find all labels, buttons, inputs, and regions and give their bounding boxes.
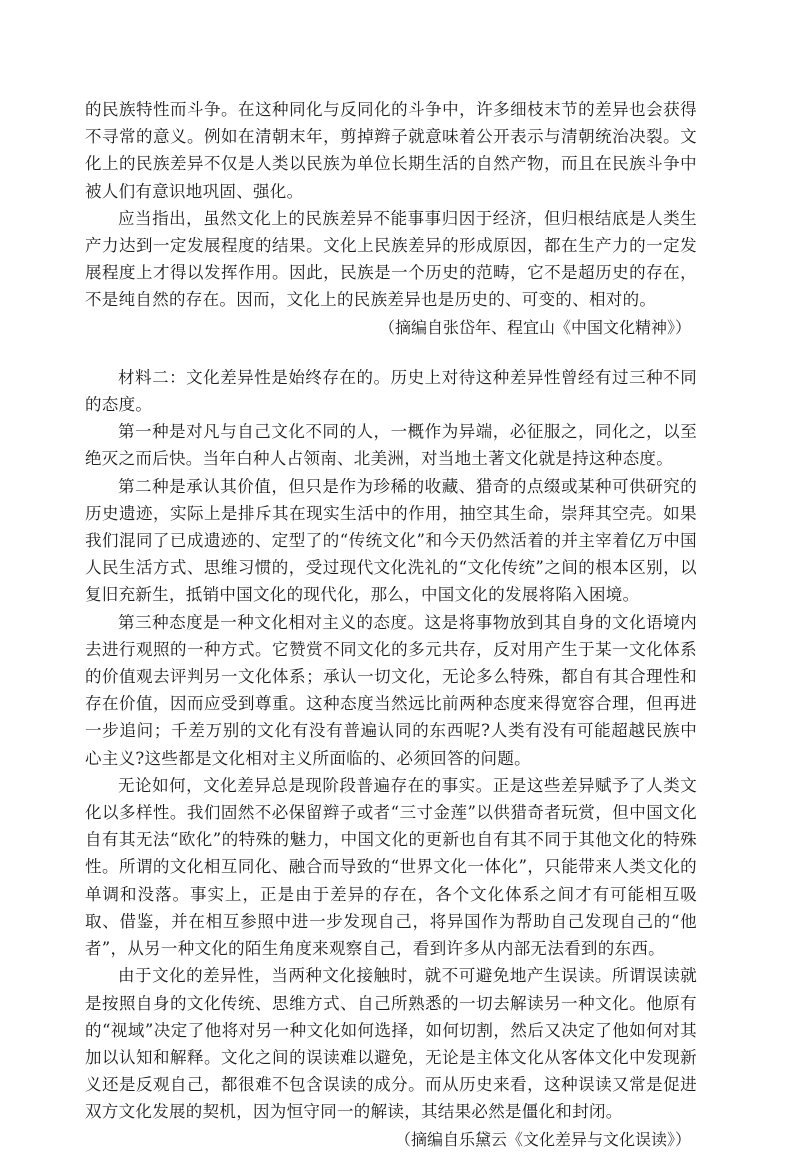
material-one-source: （摘编自张岱年、程宜山《中国文化精神》） bbox=[378, 317, 691, 337]
material-two-paragraph-4: 无论如何，文化差异总是现阶段普遍存在的事实。正是这些差异赋予了人类文化以多样性。我们固然不必保留辫子或者“三寸金莲”以供猎奇者玩赏，但中国文化自有其无法“欧化”的特殊的魅力，中国文化的更新也自有其不同于其他文化的特殊性。所谓的文化相互同化、融合而导致的“世界文化一体化”，只能带来人类文化的单调和没落。事实上，正是由于差异的存在，各个文化体系之间才有可能相互吸取、借鉴，并在相互参照中进一步发现自己，将异国作为帮助自己发现自己的“他者”，从另一种文化的陌生角度来观察自己，看到许多从内部无法看到的东西。 bbox=[85, 775, 697, 959]
material-two-paragraph-5: 由于文化的差异性，当两种文化接触时，就不可避免地产生误读。所谓误读就是按照自身的文化传统、思维方式、自己所熟悉的一切去解读另一种文化。他原有的“视域”决定了他将对另一种文化如何选择，如何切割，然后又决定了他如何对其加以认知和解释。文化之间的误读难以避免，无论是主体文化从客体文化中发现新义还是反观自己，都很难不包含误读的成分。而从历史来看，这种误读又常是促进双方文化发展的契机，因为恒守同一的解读，其结果必然是僵化和封闭。 bbox=[85, 966, 697, 1122]
material-two-intro: 材料二：文化差异性是始终存在的。历史上对待这种差异性曾经有过三种不同的态度。 bbox=[85, 367, 697, 415]
material-two-paragraph-2: 第二种是承认其价值，但只是作为珍稀的收藏、猎奇的点缀或某种可供研究的历史遗迹，实际上是排斥其在现实生活中的作用，抽空其生命，崇拜其空壳。如果我们混同了已成遗迹的、定型了的“传统文化”和今天仍然活着的并主宰着亿万中国人民生活方式、思维习惯的，受过现代文化洗礼的“文化传统”之间的根本区别，以复旧充新生，抵销中国文化的现代化，那么，中国文化的发展将陷入困境。 bbox=[85, 476, 697, 605]
material-two-source: （摘编自乐黛云《文化差异与文化误读》） bbox=[394, 1129, 691, 1149]
material-two-paragraph-1: 第一种是对凡与自己文化不同的人，一概作为异端，必征服之，同化之，以至绝灭之而后快。当年白种人占领南、北美洲，对当地土著文化就是持这种态度。 bbox=[85, 422, 697, 469]
material-two-paragraph-3: 第三种态度是一种文化相对主义的态度。这是将事物放到其自身的文化语境内去进行观照的一种方式。它赞赏不同文化的多元共存，反对用产生于某一文化体系的价值观去评判另一文化体系；承认一切文化，无论多么特殊，都自有其合理性和存在价值，因而应受到尊重。这种态度当然远比前两种态度来得宽容合理，但再进一步追问；千差万别的文化有没有普遍认同的东西呢?人类有没有可能超越民族中心主义?这些都是文化相对主义所面临的、必须回答的问题。 bbox=[85, 612, 697, 768]
material-one-paragraph-2: 应当指出，虽然文化上的民族差异不能事事归因于经济，但归根结底是人类生产力达到一定发展程度的结果。文化上民族差异的形成原因，都在生产力的一定发展程度上才得以发挥作用。因此，民族是一个历史的范畴，它不是超历史的存在，不是纯自然的存在。因而，文化上的民族差异也是历史的、可变的、相对的。 bbox=[85, 208, 697, 310]
material-one-paragraph-1: 的民族特性而斗争。在这种同化与反同化的斗争中，许多细枝末节的差异也会获得不寻常的意义。例如在清朝末年，剪掉辫子就意味着公开表示与清朝统治决裂。文化上的民族差异不仅是人类以民族为单位长期生活的自然产物，而且在民族斗争中被人们有意识地巩固、强化。 bbox=[85, 100, 697, 201]
section-gap bbox=[85, 341, 697, 364]
document-page bbox=[85, 96, 697, 1153]
